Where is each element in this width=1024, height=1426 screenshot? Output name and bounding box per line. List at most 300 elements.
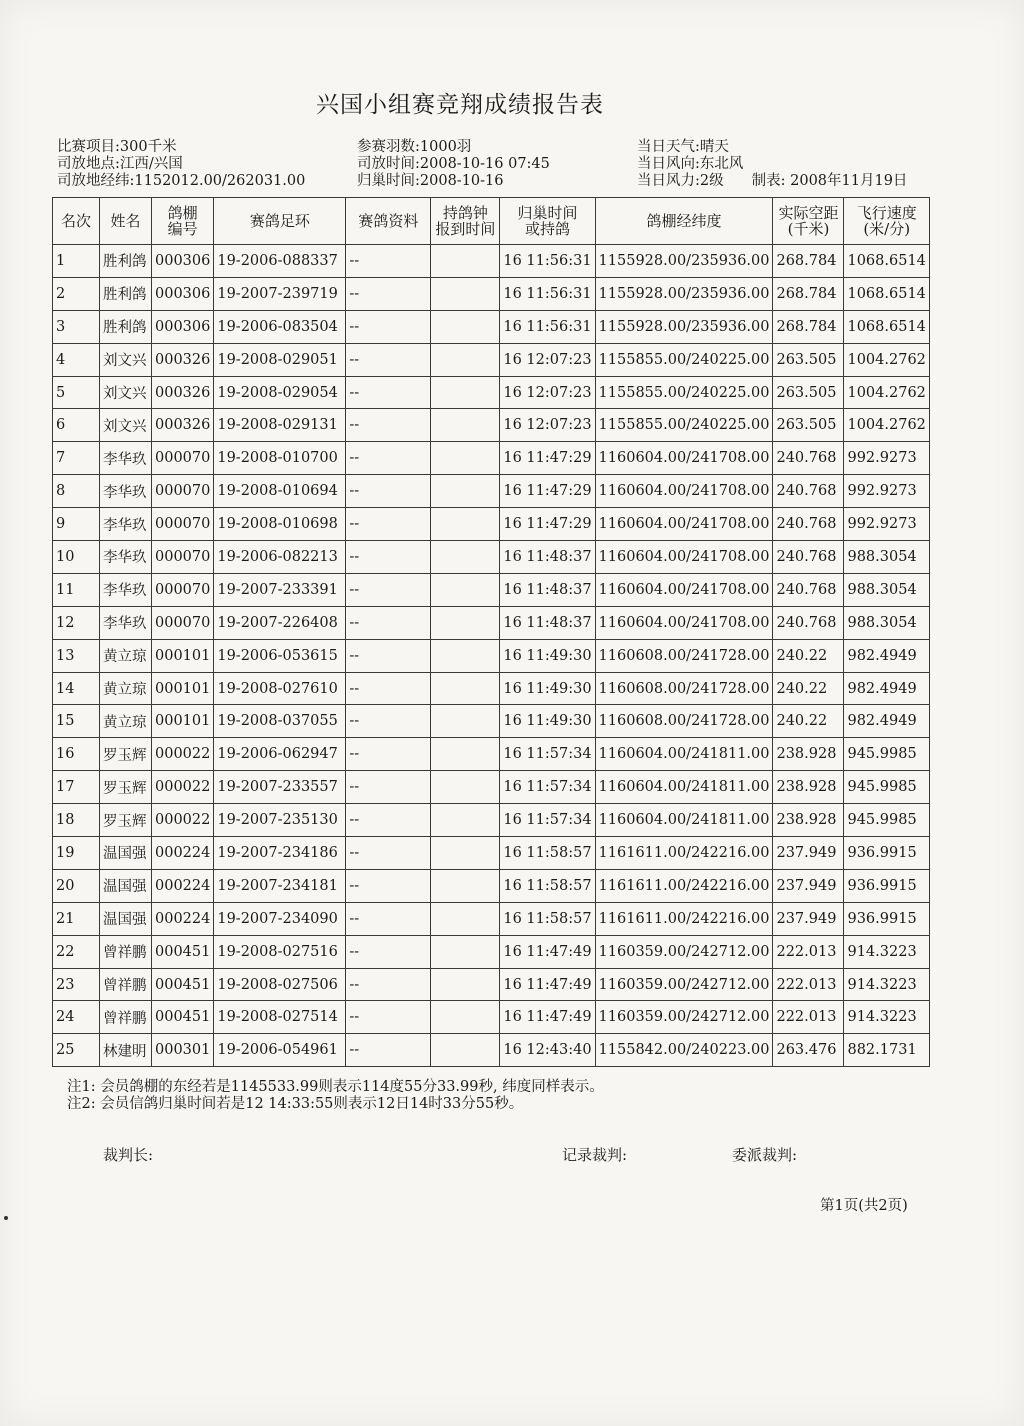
- cell-name: 李华玖: [100, 573, 152, 606]
- cell-dist: 263.476: [773, 1034, 844, 1067]
- cell-coord: 1160604.00/241708.00: [595, 475, 773, 508]
- cell-speed: 936.9915: [844, 869, 929, 902]
- cell-coord: 1160359.00/242712.00: [595, 935, 773, 968]
- cell-dist: 222.013: [773, 1001, 844, 1034]
- cell-clock: [431, 804, 500, 837]
- cell-name: 黄立琼: [100, 639, 152, 672]
- cell-name: 黄立琼: [100, 672, 152, 705]
- table-row: [53, 606, 930, 639]
- cell-ret: 16 11:49:30: [500, 639, 595, 672]
- cell-info: --: [346, 442, 431, 475]
- release-time: 司放时间:2008-10-16 07:45: [357, 156, 550, 172]
- cell-dist: 240.22: [773, 639, 844, 672]
- cell-ring: 19-2007-233557: [214, 771, 346, 804]
- cell-rank: 22: [53, 935, 100, 968]
- cell-dist: 222.013: [773, 968, 844, 1001]
- race-event: 比赛项目:300千米: [57, 139, 177, 155]
- cell-name: 温国强: [100, 869, 152, 902]
- cell-name: 李华玖: [100, 508, 152, 541]
- cell-coord: 1161611.00/242216.00: [595, 837, 773, 870]
- cell-info: --: [346, 541, 431, 574]
- cell-coord: 1160604.00/241708.00: [595, 573, 773, 606]
- cell-name: 林建明: [100, 1034, 152, 1067]
- cell-ret: 16 12:07:23: [500, 376, 595, 409]
- race-info-right: [637, 139, 907, 190]
- cell-info: --: [346, 310, 431, 343]
- cell-ring: 19-2006-083504: [214, 310, 346, 343]
- cell-speed: 945.9985: [844, 738, 929, 771]
- header-return: 归巢时间 或持鸽: [500, 198, 595, 245]
- cell-info: --: [346, 508, 431, 541]
- cell-loft: 000451: [152, 1001, 214, 1034]
- cell-ret: 16 11:57:34: [500, 738, 595, 771]
- table-row: [53, 442, 930, 475]
- cell-ret: 16 11:47:29: [500, 475, 595, 508]
- weather: 当日天气:晴天: [637, 139, 729, 155]
- cell-ring: 19-2007-234090: [214, 902, 346, 935]
- cell-dist: 240.768: [773, 475, 844, 508]
- cell-ret: 16 11:56:31: [500, 245, 595, 278]
- race-info-middle: [357, 139, 550, 190]
- cell-ret: 16 11:57:34: [500, 804, 595, 837]
- cell-speed: 914.3223: [844, 968, 929, 1001]
- cell-info: --: [346, 804, 431, 837]
- cell-name: 罗玉辉: [100, 738, 152, 771]
- cell-rank: 11: [53, 573, 100, 606]
- cell-info: --: [346, 343, 431, 376]
- cell-ring: 19-2008-027506: [214, 968, 346, 1001]
- table-row: [53, 705, 930, 738]
- table-row: [53, 245, 930, 278]
- entry-count: 参赛羽数:1000羽: [357, 139, 472, 155]
- cell-loft: 000101: [152, 672, 214, 705]
- cell-dist: 222.013: [773, 935, 844, 968]
- cell-ret: 16 11:49:30: [500, 672, 595, 705]
- cell-coord: 1155855.00/240225.00: [595, 376, 773, 409]
- cell-rank: 14: [53, 672, 100, 705]
- chief-judge-label: 裁判长:: [103, 1146, 154, 1164]
- cell-speed: 1004.2762: [844, 343, 929, 376]
- cell-clock: [431, 541, 500, 574]
- cell-info: --: [346, 705, 431, 738]
- cell-clock: [431, 902, 500, 935]
- table-row: [53, 869, 930, 902]
- table-row: [53, 1034, 930, 1067]
- cell-ret: 16 11:48:37: [500, 541, 595, 574]
- cell-loft: 000070: [152, 541, 214, 574]
- cell-ret: 16 11:56:31: [500, 277, 595, 310]
- cell-speed: 988.3054: [844, 541, 929, 574]
- cell-ring: 19-2008-027610: [214, 672, 346, 705]
- cell-dist: 238.928: [773, 738, 844, 771]
- cell-dist: 240.768: [773, 606, 844, 639]
- table-row: [53, 672, 930, 705]
- cell-dist: 238.928: [773, 804, 844, 837]
- cell-loft: 000306: [152, 277, 214, 310]
- cell-ring: 19-2008-037055: [214, 705, 346, 738]
- cell-dist: 237.949: [773, 869, 844, 902]
- header-speed: 飞行速度 (米/分): [844, 198, 929, 245]
- cell-name: 李华玖: [100, 541, 152, 574]
- cell-name: 温国强: [100, 837, 152, 870]
- cell-coord: 1155855.00/240225.00: [595, 409, 773, 442]
- header-loft: 鸽棚 编号: [152, 198, 214, 245]
- cell-rank: 8: [53, 475, 100, 508]
- cell-clock: [431, 508, 500, 541]
- cell-clock: [431, 738, 500, 771]
- cell-coord: 1161611.00/242216.00: [595, 869, 773, 902]
- cell-ring: 19-2007-226408: [214, 606, 346, 639]
- cell-ret: 16 11:48:37: [500, 573, 595, 606]
- cell-name: 曾祥鹏: [100, 935, 152, 968]
- cell-ring: 19-2008-029131: [214, 409, 346, 442]
- wind-force: 当日风力:2级 制表: 2008年11月19日: [637, 173, 908, 189]
- cell-dist: 263.505: [773, 409, 844, 442]
- cell-info: --: [346, 376, 431, 409]
- cell-info: --: [346, 738, 431, 771]
- cell-speed: 982.4949: [844, 672, 929, 705]
- cell-speed: 982.4949: [844, 705, 929, 738]
- cell-rank: 20: [53, 869, 100, 902]
- cell-info: --: [346, 606, 431, 639]
- header-rank: 名次: [53, 198, 100, 245]
- note-1: 注1: 会员鸽棚的东经若是1145533.99则表示114度55分33.99秒, 纬度同样表示。: [67, 1079, 604, 1095]
- table-row: [53, 277, 930, 310]
- cell-clock: [431, 475, 500, 508]
- cell-loft: 000326: [152, 409, 214, 442]
- cell-loft: 000451: [152, 935, 214, 968]
- results-table: [52, 197, 930, 1067]
- cell-loft: 000070: [152, 442, 214, 475]
- cell-ring: 19-2006-062947: [214, 738, 346, 771]
- cell-rank: 10: [53, 541, 100, 574]
- cell-ring: 19-2008-010694: [214, 475, 346, 508]
- cell-name: 曾祥鹏: [100, 1001, 152, 1034]
- cell-loft: 000451: [152, 968, 214, 1001]
- cell-speed: 992.9273: [844, 475, 929, 508]
- table-row: [53, 541, 930, 574]
- cell-rank: 12: [53, 606, 100, 639]
- cell-speed: 945.9985: [844, 804, 929, 837]
- cell-name: 黄立琼: [100, 705, 152, 738]
- cell-name: 李华玖: [100, 442, 152, 475]
- note-2: 注2: 会员信鸽归巢时间若是12 14:33:55则表示12日14时33分55秒。: [67, 1096, 524, 1112]
- cell-speed: 936.9915: [844, 837, 929, 870]
- cell-loft: 000306: [152, 245, 214, 278]
- cell-speed: 1068.6514: [844, 310, 929, 343]
- cell-rank: 19: [53, 837, 100, 870]
- cell-ring: 19-2006-054961: [214, 1034, 346, 1067]
- cell-rank: 15: [53, 705, 100, 738]
- cell-ring: 19-2007-233391: [214, 573, 346, 606]
- cell-ring: 19-2008-029051: [214, 343, 346, 376]
- cell-rank: 5: [53, 376, 100, 409]
- cell-coord: 1160359.00/242712.00: [595, 1001, 773, 1034]
- cell-ret: 16 11:58:57: [500, 902, 595, 935]
- table-row: [53, 837, 930, 870]
- cell-clock: [431, 245, 500, 278]
- cell-dist: 268.784: [773, 245, 844, 278]
- cell-dist: 240.768: [773, 508, 844, 541]
- cell-speed: 1004.2762: [844, 376, 929, 409]
- cell-ret: 16 11:58:57: [500, 837, 595, 870]
- cell-dist: 268.784: [773, 277, 844, 310]
- cell-info: --: [346, 672, 431, 705]
- cell-speed: 1004.2762: [844, 409, 929, 442]
- release-location: 司放地点:江西/兴国: [57, 156, 183, 172]
- cell-rank: 9: [53, 508, 100, 541]
- cell-info: --: [346, 902, 431, 935]
- cell-dist: 240.768: [773, 442, 844, 475]
- cell-coord: 1160604.00/241708.00: [595, 541, 773, 574]
- cell-name: 温国强: [100, 902, 152, 935]
- cell-ret: 16 11:47:49: [500, 1001, 595, 1034]
- cell-coord: 1160608.00/241728.00: [595, 705, 773, 738]
- cell-ring: 19-2008-010698: [214, 508, 346, 541]
- recorder-judge-label: 记录裁判:: [562, 1146, 628, 1164]
- cell-coord: 1160604.00/241708.00: [595, 508, 773, 541]
- cell-rank: 17: [53, 771, 100, 804]
- cell-name: 李华玖: [100, 606, 152, 639]
- cell-ring: 19-2006-088337: [214, 245, 346, 278]
- cell-ret: 16 12:43:40: [500, 1034, 595, 1067]
- appointed-judge-label: 委派裁判:: [732, 1146, 798, 1164]
- cell-loft: 000070: [152, 573, 214, 606]
- cell-info: --: [346, 837, 431, 870]
- cell-rank: 6: [53, 409, 100, 442]
- cell-loft: 000224: [152, 837, 214, 870]
- cell-clock: [431, 1001, 500, 1034]
- cell-info: --: [346, 409, 431, 442]
- cell-coord: 1160604.00/241811.00: [595, 738, 773, 771]
- cell-clock: [431, 442, 500, 475]
- cell-loft: 000070: [152, 508, 214, 541]
- cell-name: 胜利鸽: [100, 310, 152, 343]
- cell-ring: 19-2008-029054: [214, 376, 346, 409]
- cell-ret: 16 12:07:23: [500, 343, 595, 376]
- cell-speed: 988.3054: [844, 573, 929, 606]
- table-row: [53, 376, 930, 409]
- cell-coord: 1160604.00/241708.00: [595, 442, 773, 475]
- cell-ring: 19-2006-053615: [214, 639, 346, 672]
- cell-coord: 1155842.00/240223.00: [595, 1034, 773, 1067]
- cell-info: --: [346, 475, 431, 508]
- cell-coord: 1160608.00/241728.00: [595, 672, 773, 705]
- cell-name: 胜利鸽: [100, 245, 152, 278]
- cell-dist: 238.928: [773, 771, 844, 804]
- cell-ret: 16 11:47:29: [500, 508, 595, 541]
- table-row: [53, 1001, 930, 1034]
- cell-rank: 13: [53, 639, 100, 672]
- page-indicator: 第1页(共2页): [820, 1198, 908, 1214]
- cell-coord: 1160604.00/241811.00: [595, 804, 773, 837]
- cell-coord: 1160608.00/241728.00: [595, 639, 773, 672]
- cell-loft: 000301: [152, 1034, 214, 1067]
- cell-dist: 263.505: [773, 376, 844, 409]
- cell-rank: 3: [53, 310, 100, 343]
- cell-loft: 000101: [152, 639, 214, 672]
- cell-ring: 19-2006-082213: [214, 541, 346, 574]
- cell-coord: 1160604.00/241708.00: [595, 606, 773, 639]
- cell-clock: [431, 310, 500, 343]
- cell-clock: [431, 705, 500, 738]
- cell-name: 罗玉辉: [100, 804, 152, 837]
- cell-speed: 1068.6514: [844, 245, 929, 278]
- cell-clock: [431, 968, 500, 1001]
- table-row: [53, 804, 930, 837]
- cell-clock: [431, 869, 500, 902]
- table-row: [53, 573, 930, 606]
- cell-info: --: [346, 771, 431, 804]
- cell-rank: 1: [53, 245, 100, 278]
- cell-clock: [431, 672, 500, 705]
- cell-info: --: [346, 277, 431, 310]
- cell-rank: 4: [53, 343, 100, 376]
- cell-info: --: [346, 1001, 431, 1034]
- report-title: 兴国小组赛竞翔成绩报告表: [316, 92, 604, 118]
- cell-speed: 1068.6514: [844, 277, 929, 310]
- cell-info: --: [346, 869, 431, 902]
- cell-ret: 16 12:07:23: [500, 409, 595, 442]
- cell-clock: [431, 409, 500, 442]
- cell-ring: 19-2007-234186: [214, 837, 346, 870]
- table-row: [53, 508, 930, 541]
- cell-dist: 268.784: [773, 310, 844, 343]
- cell-loft: 000070: [152, 475, 214, 508]
- cell-rank: 18: [53, 804, 100, 837]
- cell-info: --: [346, 245, 431, 278]
- cell-ring: 19-2008-010700: [214, 442, 346, 475]
- cell-loft: 000224: [152, 869, 214, 902]
- cell-coord: 1155928.00/235936.00: [595, 277, 773, 310]
- made-date: 制表: 2008年11月19日: [751, 173, 908, 189]
- cell-name: 曾祥鹏: [100, 968, 152, 1001]
- table-row: [53, 902, 930, 935]
- cell-name: 刘文兴: [100, 343, 152, 376]
- cell-ret: 16 11:56:31: [500, 310, 595, 343]
- return-date: 归巢时间:2008-10-16: [357, 173, 504, 189]
- cell-coord: 1155928.00/235936.00: [595, 245, 773, 278]
- table-row: [53, 310, 930, 343]
- cell-speed: 992.9273: [844, 442, 929, 475]
- cell-loft: 000326: [152, 376, 214, 409]
- cell-clock: [431, 573, 500, 606]
- cell-ret: 16 11:47:29: [500, 442, 595, 475]
- cell-loft: 000022: [152, 738, 214, 771]
- race-info-left: [57, 139, 305, 190]
- cell-info: --: [346, 573, 431, 606]
- cell-rank: 23: [53, 968, 100, 1001]
- cell-dist: 240.768: [773, 541, 844, 574]
- cell-speed: 936.9915: [844, 902, 929, 935]
- header-ring: 赛鸽足环: [214, 198, 346, 245]
- cell-ret: 16 11:47:49: [500, 968, 595, 1001]
- notes: [67, 1079, 604, 1113]
- cell-ret: 16 11:47:49: [500, 935, 595, 968]
- cell-rank: 2: [53, 277, 100, 310]
- cell-coord: 1155928.00/235936.00: [595, 310, 773, 343]
- cell-rank: 16: [53, 738, 100, 771]
- cell-info: --: [346, 639, 431, 672]
- cell-coord: 1161611.00/242216.00: [595, 902, 773, 935]
- cell-clock: [431, 606, 500, 639]
- cell-info: --: [346, 1034, 431, 1067]
- cell-speed: 982.4949: [844, 639, 929, 672]
- cell-name: 胜利鸽: [100, 277, 152, 310]
- cell-name: 刘文兴: [100, 376, 152, 409]
- cell-dist: 240.22: [773, 705, 844, 738]
- cell-speed: 988.3054: [844, 606, 929, 639]
- cell-speed: 992.9273: [844, 508, 929, 541]
- header-clock: 持鸽钟 报到时间: [431, 198, 500, 245]
- header-coord: 鸽棚经纬度: [595, 198, 773, 245]
- cell-loft: 000022: [152, 771, 214, 804]
- cell-ret: 16 11:49:30: [500, 705, 595, 738]
- table-row: [53, 343, 930, 376]
- cell-ring: 19-2008-027514: [214, 1001, 346, 1034]
- table-row: [53, 968, 930, 1001]
- cell-dist: 237.949: [773, 902, 844, 935]
- cell-ring: 19-2007-239719: [214, 277, 346, 310]
- cell-rank: 21: [53, 902, 100, 935]
- cell-ret: 16 11:58:57: [500, 869, 595, 902]
- cell-speed: 882.1731: [844, 1034, 929, 1067]
- table-row: [53, 771, 930, 804]
- table-row: [53, 738, 930, 771]
- cell-rank: 25: [53, 1034, 100, 1067]
- cell-name: 罗玉辉: [100, 771, 152, 804]
- ink-speck: [4, 1216, 8, 1220]
- cell-loft: 000326: [152, 343, 214, 376]
- cell-rank: 7: [53, 442, 100, 475]
- table-row: [53, 409, 930, 442]
- cell-speed: 914.3223: [844, 1001, 929, 1034]
- cell-clock: [431, 771, 500, 804]
- cell-coord: 1160359.00/242712.00: [595, 968, 773, 1001]
- cell-name: 李华玖: [100, 475, 152, 508]
- cell-loft: 000070: [152, 606, 214, 639]
- cell-clock: [431, 376, 500, 409]
- cell-info: --: [346, 935, 431, 968]
- cell-clock: [431, 935, 500, 968]
- cell-loft: 000101: [152, 705, 214, 738]
- cell-clock: [431, 639, 500, 672]
- cell-dist: 263.505: [773, 343, 844, 376]
- cell-ring: 19-2007-234181: [214, 869, 346, 902]
- cell-coord: 1160604.00/241811.00: [595, 771, 773, 804]
- cell-loft: 000306: [152, 310, 214, 343]
- header-name: 姓名: [100, 198, 152, 245]
- header-distance: 实际空距 (千米): [773, 198, 844, 245]
- cell-ret: 16 11:57:34: [500, 771, 595, 804]
- cell-dist: 240.768: [773, 573, 844, 606]
- cell-clock: [431, 277, 500, 310]
- cell-rank: 24: [53, 1001, 100, 1034]
- table-row: [53, 475, 930, 508]
- cell-loft: 000224: [152, 902, 214, 935]
- cell-dist: 240.22: [773, 672, 844, 705]
- cell-name: 刘文兴: [100, 409, 152, 442]
- cell-clock: [431, 1034, 500, 1067]
- release-coordinates: 司放地经纬:1152012.00/262031.00: [57, 173, 306, 189]
- cell-info: --: [346, 968, 431, 1001]
- cell-clock: [431, 837, 500, 870]
- wind-direction: 当日风向:东北风: [637, 156, 744, 172]
- cell-ring: 19-2007-235130: [214, 804, 346, 837]
- cell-ring: 19-2008-027516: [214, 935, 346, 968]
- cell-coord: 1155855.00/240225.00: [595, 343, 773, 376]
- table-row: [53, 639, 930, 672]
